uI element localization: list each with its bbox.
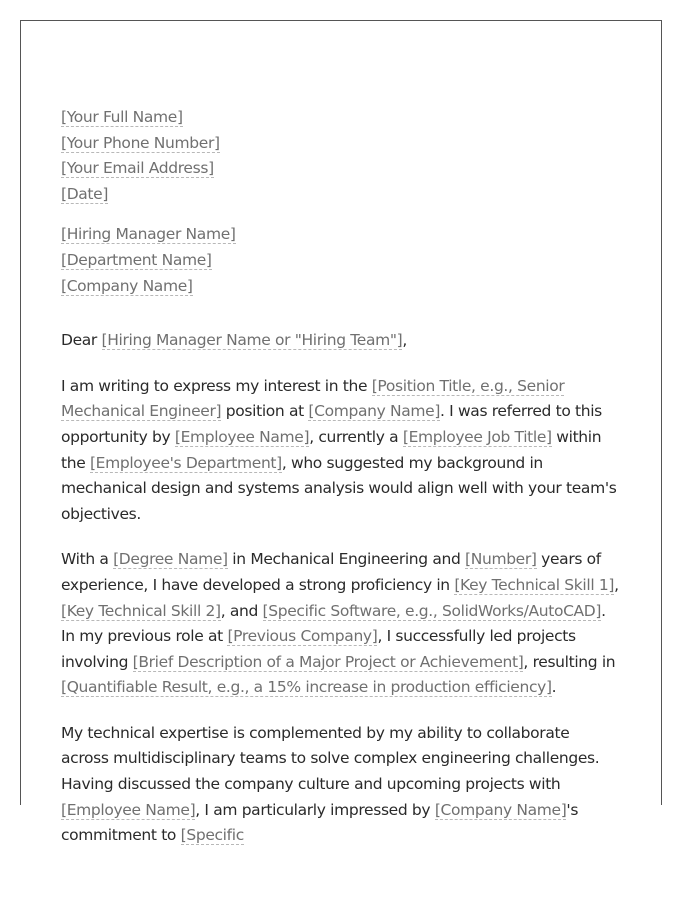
- para1-text: , who suggested my background in mechanical design and systems analysis would align well with your team's objectives.: [61, 453, 617, 523]
- software-placeholder[interactable]: [Specific Software, e.g., SolidWorks/AutoCAD]: [262, 601, 602, 620]
- para2-text: With a: [61, 550, 114, 569]
- para1-text: . I was referred to this opportunity by: [61, 402, 602, 446]
- department-placeholder[interactable]: [Department Name]: [61, 250, 212, 269]
- sender-phone-placeholder[interactable]: [Your Phone Number]: [61, 133, 220, 152]
- sender-full-name-placeholder[interactable]: [Your Full Name]: [61, 108, 183, 126]
- date-placeholder[interactable]: [Date]: [61, 184, 109, 203]
- paragraph-2: [61, 547, 621, 701]
- para2-text: , resulting in: [523, 652, 616, 671]
- employee-job-title-placeholder[interactable]: [Employee Job Title]: [402, 427, 552, 446]
- recipient-company-placeholder[interactable]: [Company Name]: [61, 276, 193, 295]
- key-skill-2-placeholder[interactable]: [Key Technical Skill 2]: [61, 601, 221, 620]
- para2-text: .: [551, 678, 557, 697]
- degree-name-placeholder[interactable]: [Degree Name]: [113, 550, 228, 569]
- recipient-block: [61, 222, 621, 299]
- company-name-placeholder[interactable]: [Company Name]: [308, 402, 441, 421]
- quantifiable-result-placeholder[interactable]: [Quantifiable Result, e.g., a 15% increase in production efficiency]: [61, 678, 552, 697]
- para1-text: within the: [61, 427, 602, 472]
- specific-placeholder[interactable]: [Specific: [180, 826, 244, 845]
- para1-text: position at: [221, 402, 309, 421]
- key-skill-1-placeholder[interactable]: [Key Technical Skill 1]: [454, 575, 615, 594]
- sender-block: [61, 105, 621, 207]
- paragraph-3: [61, 721, 621, 849]
- paragraph-1: [61, 374, 621, 528]
- para2-text: , and: [220, 601, 263, 620]
- para3-text: , I am particularly impressed by: [195, 800, 435, 819]
- salutation-prefix: Dear: [61, 331, 102, 350]
- salutation-name-placeholder[interactable]: [Hiring Manager Name or "Hiring Team"]: [101, 331, 403, 350]
- salutation-suffix: ,: [402, 331, 407, 350]
- para3-text: 's commitment to: [61, 800, 579, 845]
- para2-text: . In my previous role at: [61, 601, 606, 646]
- project-description-placeholder[interactable]: [Brief Description of a Major Project or Achievement]: [132, 652, 524, 671]
- salutation: [61, 328, 621, 354]
- employee-name-placeholder[interactable]: [Employee Name]: [174, 427, 310, 446]
- para2-text: in Mechanical Engineering and: [227, 550, 466, 569]
- sender-email-placeholder[interactable]: [Your Email Address]: [61, 159, 214, 178]
- employee-name-placeholder[interactable]: [Employee Name]: [61, 800, 196, 819]
- hiring-manager-placeholder[interactable]: [Hiring Manager Name]: [61, 225, 236, 244]
- years-number-placeholder[interactable]: [Number]: [465, 550, 537, 569]
- para1-text: , currently a: [309, 427, 403, 446]
- position-title-placeholder[interactable]: [Position Title, e.g., Senior Mechanical Engineer]: [61, 376, 565, 421]
- para2-text: ,: [614, 575, 619, 594]
- cover-letter-body: [61, 105, 621, 869]
- para2-text: years of experience, I have developed a strong proficiency in: [61, 550, 601, 594]
- para2-text: , I successfully led projects involving: [61, 627, 576, 671]
- company-name-placeholder[interactable]: [Company Name]: [434, 800, 567, 819]
- para3-text: My technical expertise is complemented by my ability to collaborate across multidisciplinary teams to solve complex engineering challenges. Having discussed the company culture and upcoming projects with: [61, 723, 600, 794]
- document-page: [20, 20, 662, 845]
- previous-company-placeholder[interactable]: [Previous Company]: [227, 627, 378, 646]
- employee-department-placeholder[interactable]: [Employee's Department]: [89, 453, 282, 472]
- para1-text: I am writing to express my interest in the: [61, 376, 372, 395]
